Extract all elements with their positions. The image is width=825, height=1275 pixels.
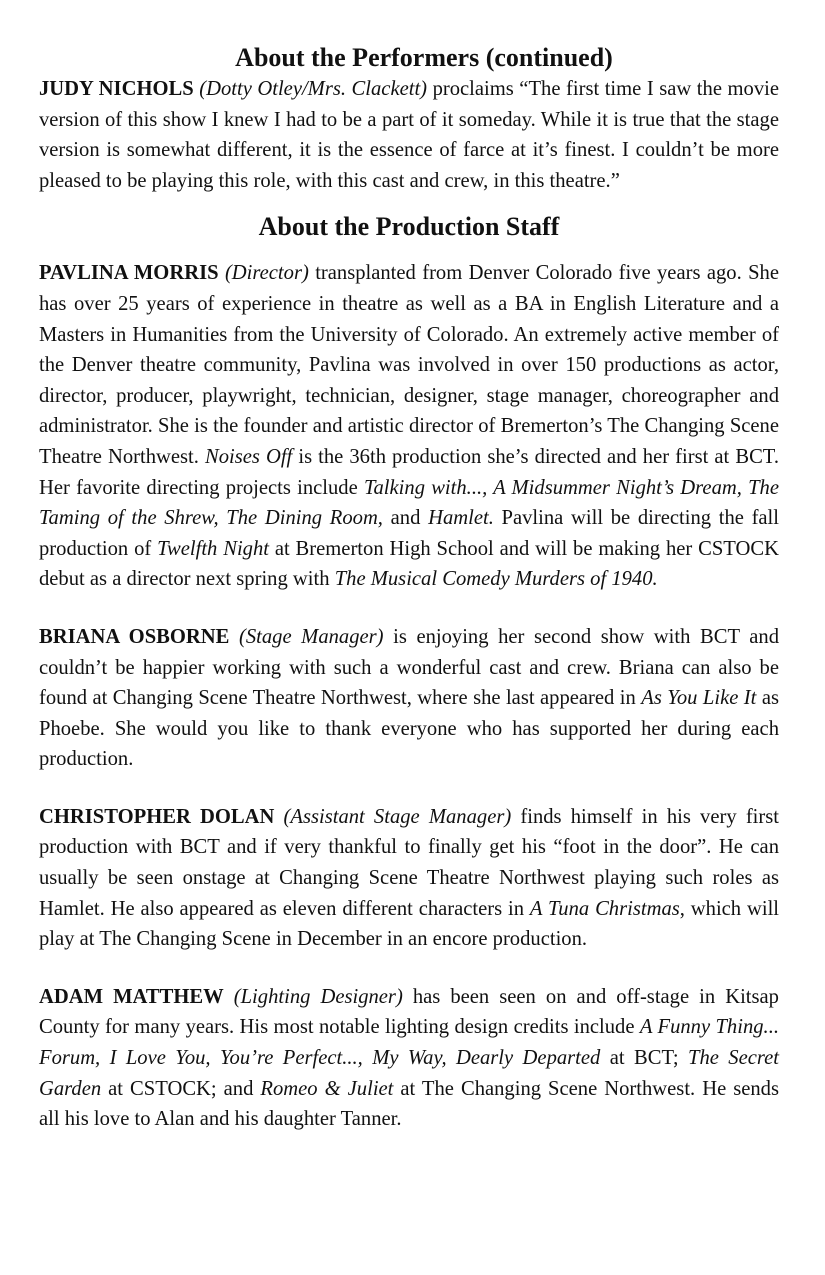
bio-judy-nichols: [39, 74, 779, 196]
bio-briana-osborne: [39, 622, 779, 775]
performers-continued-heading: About the Performers (continued): [235, 43, 613, 72]
show-title: Noises Off: [204, 445, 293, 468]
bio-text: at BCT;: [600, 1047, 689, 1070]
bio-text: is the 36th production she’s directed and her first at BCT. Her favorite directing projects include: [39, 445, 779, 499]
staff-role: (Lighting Designer): [233, 985, 403, 1008]
bio-text: as Phoebe. She would you like to thank everyone who has supported her during each production.: [39, 687, 779, 771]
bio-text: at CSTOCK; and: [101, 1077, 261, 1100]
bio-text: , which will play at The Changing Scene in December in an encore production.: [39, 897, 780, 951]
bio-text: transplanted from Denver Colorado five years ago. She has over 25 years of experience in theatre as well as a BA in English Literature and a Masters in Humanities from the University of Colorado. An extremely active member of the Denver theatre community, Pavlina was involved in over 150 productions as actor, director, producer, playwright, technician, designer, stage manager, choreographer and administrator. She is the founder and artistic director of Bremerton’s The Changing Scene Theatre Northwest.: [39, 262, 779, 468]
show-title: Talking with..., A Midsummer Night’s Dream, The Taming of the Shrew, The Dining Room,: [39, 476, 779, 530]
bio-christopher-dolan: [39, 802, 779, 955]
bio-text: at Bremerton High School and will be making her CSTOCK debut as a director next spring with: [39, 537, 779, 591]
show-title: The Musical Comedy Murders of 1940.: [334, 568, 658, 591]
bio-text: is enjoying her second show with BCT and couldn’t be happier working with such a wonderful cast and crew. Briana can also be found at Changing Scene Theatre Northwest, where she last appeared in: [39, 625, 779, 710]
performer-role: (Dotty Otley/Mrs. Clackett): [199, 78, 428, 100]
bio-text: at The Changing Scene Northwest. He sends all his love to Alan and his daughter Tanner.: [39, 1077, 779, 1131]
show-title: As You Like It: [641, 687, 757, 710]
bio-text: has been seen on and off-stage in Kitsap County for many years. His most notable lighting design credits include: [39, 985, 779, 1039]
bio-text: proclaims “The first time I saw the movie version of this show I knew I had to be a part of it someday. While it is true that the stage version is somewhat different, it is the essence of farce at it’s finest. I couldn’t be more pleased to be playing this role, with this cast and crew, in this theatre.”: [39, 78, 779, 192]
show-title: The Secret Garden: [39, 1047, 779, 1100]
staff-name: PAVLINA MORRIS: [39, 262, 219, 285]
production-staff-heading: About the Production Staff: [258, 212, 560, 242]
show-title: Romeo & Juliet: [260, 1077, 394, 1100]
bio-pavlina-morris: [39, 258, 779, 595]
bio-adam-matthew: [39, 982, 779, 1135]
show-title: A Tuna Christmas: [529, 897, 680, 920]
bio-text: Pavlina will be directing the fall production of: [39, 507, 780, 560]
show-title: A Funny Thing... Forum, I Love You, You’re Perfect..., My Way, Dearly Departed: [39, 1016, 779, 1070]
performer-name: JUDY NICHOLS: [39, 78, 194, 100]
show-title: Twelfth Night: [157, 537, 269, 560]
staff-role: (Stage Manager): [238, 625, 384, 648]
show-title: Hamlet.: [428, 507, 494, 530]
staff-name: BRIANA OSBORNE: [39, 625, 230, 648]
staff-role: (Director): [224, 262, 309, 285]
staff-role: (Assistant Stage Manager): [283, 805, 512, 828]
bio-text: finds himself in his very first production with BCT and if very thankful to finally get his “foot in the door”. He can usually be seen onstage at Changing Scene Theatre Northwest playing such roles as Hamlet. He also appeared as eleven different characters in: [39, 805, 779, 920]
bio-text: and: [382, 507, 429, 530]
staff-name: CHRISTOPHER DOLAN: [39, 805, 275, 828]
staff-name: ADAM MATTHEW: [39, 985, 224, 1008]
